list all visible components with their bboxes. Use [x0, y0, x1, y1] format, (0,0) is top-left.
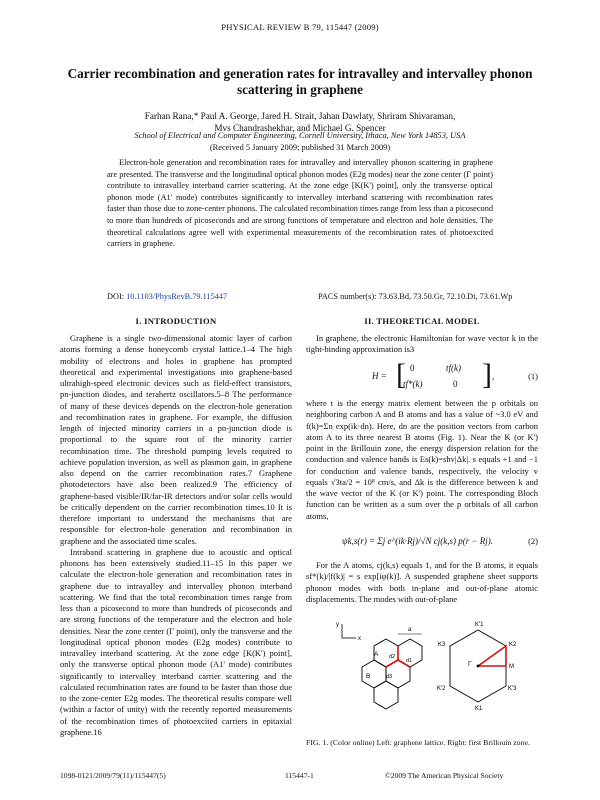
label-K1: K1	[475, 706, 483, 712]
symmetry-path	[478, 646, 506, 666]
equation-2	[306, 532, 538, 554]
label-K3p: K'3	[508, 686, 517, 692]
paper-title: Carrier recombination and generation rates for intravalley and intervalley phonon scattering in graphene	[67, 66, 533, 97]
y-axis-label: y	[336, 622, 339, 628]
theory-paragraph-2	[306, 398, 538, 522]
gamma-point	[477, 665, 480, 668]
eq1-m21: tf*(k)	[403, 379, 423, 389]
figure-1	[330, 616, 530, 728]
intro-paragraph-2: Intraband scattering in graphene due to acoustic and optical phonons has been extensively studied.11–15 In this paper we calculate the electron-hole generation and recombination rates in graphene due to intravalley and intervalley phonon interband scattering. We find that the total recombination times range from less than a picosecond to more than hundreds of picoseconds and are strong functions of the temperature and the electron and hole densities. Near the zone center (Γ point), only the transverse and the longitudinal optical phonon modes (E2g modes) contribute to intravalley interband scattering. At the zone edge [K(K') point], only the transverse optical phonon mode (A1' mode) contributes significantly to intervalley interband carrier scattering and the calculated recombination rates are found to be faster than those due to the zone-center E2g modes. The theoretical results compare well (within a factor of unity) with the recently reported measurements of the recombination times of photoexcited carriers in epitaxial graphene.16	[60, 546, 292, 737]
label-gamma: Γ	[468, 661, 472, 668]
figure-1-caption: FIG. 1. (Color online) Left: graphene lattice. Right: first Brillouin zone.	[306, 738, 530, 747]
label-M: M	[509, 664, 514, 670]
label-d2: d2	[389, 654, 396, 660]
left-column	[60, 333, 292, 738]
section-heading-theory: II. THEORETICAL MODEL	[364, 316, 480, 326]
received-dates: (Received 5 January 2009; published 31 March 2009)	[209, 143, 391, 152]
footer-page-number: 115447-1	[285, 771, 314, 780]
footer-issn: 1098-0121/2009/79(11)/115447(5)	[60, 771, 166, 780]
label-B: B	[366, 673, 371, 680]
section-heading-introduction: I. INTRODUCTION	[135, 316, 217, 326]
affiliation: School of Electrical and Computer Engineering, Cornell University, Ithaca, New York 14853, USA	[134, 131, 466, 140]
eq1-number: (1)	[528, 371, 538, 381]
label-d3: d3	[386, 674, 393, 680]
footer-copyright: ©2009 The American Physical Society	[385, 771, 504, 780]
eq2-number: (2)	[528, 536, 538, 546]
doi-line	[107, 292, 227, 301]
running-head: PHYSICAL REVIEW B 79, 115447 (2009)	[221, 22, 379, 32]
lattice-axes	[342, 624, 356, 638]
pacs-numbers: PACS number(s): 73.63.Bd, 73.50.Gr, 72.10.Di, 73.61.Wp	[318, 292, 513, 301]
hexagon-5	[374, 681, 398, 709]
label-K2p: K'2	[437, 686, 446, 692]
equation-1: H = [ 0 tf(k) tf*(k) 0 ] , (1)	[372, 358, 538, 391]
label-d1: d1	[406, 658, 413, 664]
theory-paragraph-1	[306, 333, 538, 356]
authors-line-1: Farhan Rana,* Paul A. George, Jared H. Strait, Jahan Dawlaty, Shriram Shivaraman,	[144, 111, 456, 121]
theory-paragraph-3	[306, 560, 538, 605]
intro-paragraph-1: Graphene is a single two-dimensional atomic layer of carbon atoms forming a dense honeycomb crystal lattice.1–4 The high mobility of electrons and holes in graphene has prompted theoretical and experimental investigations into graphene-based ultrahigh-speed electronic devices such as field-effect transistors, pn-junction diodes, and terahertz oscillators.5–8 The performance of many of these devices depends on the electron-hole generation and recombination rates in graphene. For example, the diffusion length of injected minority carriers in a pn-junction diode is proportional to the square root of the minority carrier recombination time. The threshold pumping levels required to achieve population inversion, as well as plasmon gain, in graphene also depend on the carrier recombination rates.7 Graphene photodetectors have also been realized.9 The efficiency of graphene-based visible/IR/far-IR detectors and/or solar cells would be critically dependent on the carrier recombination times.10 It is therefore important to understand the mechanisms that are responsible for electron-hole generation and recombination in graphene and the associated time scales.	[60, 333, 292, 546]
eq2-body: ψk,s(r) = Σj e^(ik·Rj)/√N cj(k,s) p(r − Rj).	[342, 536, 494, 546]
eq1-m22: 0	[453, 379, 458, 389]
x-axis-label: x	[358, 636, 361, 642]
authors-line-2: Mvs Chandrashekhar, and Michael G. Spencer	[214, 123, 386, 133]
label-K1p: K'1	[475, 622, 484, 628]
gamma-k-m-path	[478, 646, 506, 666]
label-K3: K3	[438, 642, 446, 648]
eq1-m12: tf(k)	[446, 363, 461, 373]
theory-text-2: where t is the energy matrix element between the p orbitals on neighboring carbon A and B atoms and has a value of ~3.0 eV and f(k)=Σn exp(ik·dn). Here, dn are the position vectors from carbon atom A to its three nearest B atoms (Fig. 1). Near the K (or K') point in the Brillouin zone, the energy dispersion relation for the conduction and valence bands is Es(k)=sħv|Δk|. s equals +1 and −1 for conduction and valence bands, respectively, the velocity v equals √3ta/2 = 10⁸ cm/s, and Δk is the difference between k and the wave vector of the K (or K') point. The corresponding Bloch function can be written as a sum over the p orbitals of all carbon atoms,	[306, 398, 538, 521]
vector-d3	[386, 660, 398, 667]
abstract: Electron-hole generation and recombination rates for intravalley and intervalley phonon scattering in graphene are presented. The transverse and the longitudinal optical phonon modes (E2g modes) near the zone center (Γ point) contribute to intravalley interband carrier scattering. At the zone edge [K(K') point], only the transverse optical phonon mode (A1' mode) contributes significantly to intervalley interband scattering with recombination rates faster than those due to zone-center phonons. The calculated recombination times range from less than a picosecond to more than hundreds of picoseconds and are strong functions of temperature and electron and hole densities. The theoretical calculations agree well with experimental measurements of the recombination rates of photoexcited carriers in graphene.	[107, 158, 493, 249]
label-a: a	[408, 627, 412, 633]
eq1-lhs: H =	[372, 371, 387, 381]
theory-text-3: For the A atoms, cj(k,s) equals 1, and for the B atoms, it equals sf*(k)/|f(k)| = s exp[iφ(k)]. A suspended graphene sheet supports phonon modes with both in-plane and out-of-plane atomic displacements. The modes with out-of-plane	[306, 560, 538, 604]
eq1-left-bracket: [	[396, 358, 406, 391]
theory-text-1: In graphene, the electronic Hamiltonian for wave vector k in the tight-binding approximation is3	[306, 333, 538, 355]
doi-label: DOI:	[107, 292, 125, 301]
eq1-m11: 0	[410, 363, 415, 373]
label-K2: K2	[509, 642, 517, 648]
eq1-right-bracket: ]	[482, 358, 492, 391]
doi-link[interactable]: 10.1103/PhysRevB.79.115447	[126, 292, 228, 301]
label-A: A	[374, 651, 379, 658]
